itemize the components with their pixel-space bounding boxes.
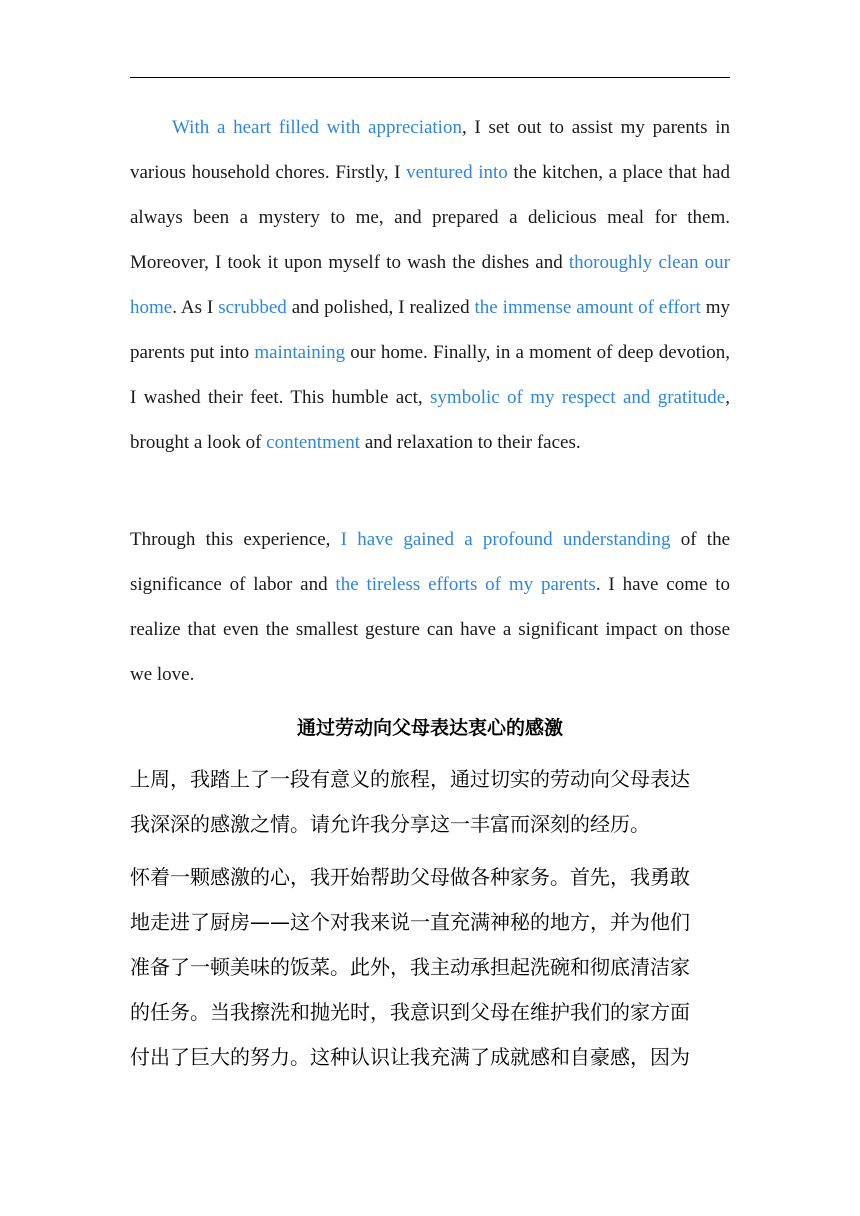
text-run: . As I	[172, 297, 219, 318]
chinese-paragraph-2	[130, 855, 730, 1080]
chinese-title: 通过劳动向父母表达衷心的感激	[296, 717, 563, 739]
chinese-line: 上周，我踏上了一段有意义的旅程，通过切实的劳动向父母表达	[130, 767, 690, 791]
text-run: the kitchen, a place that had always been a mystery to me, and prepared a delicious meal for them. Moreover, I took it upon myself to wash the dishes and	[130, 162, 730, 273]
text-run: , brought a look of	[130, 387, 730, 453]
text-run: of the significance of labor and	[130, 529, 731, 595]
english-paragraph-2	[130, 517, 730, 697]
header-rule	[130, 77, 730, 78]
highlighted-phrase: the tireless efforts of my parents	[335, 574, 596, 595]
text-run: , I set out to assist my parents in various household chores. Firstly, I	[130, 117, 730, 183]
highlighted-phrase: scrubbed	[218, 297, 287, 318]
chinese-line: 付出了巨大的努力。这种认识让我充满了成就感和自豪感，因为	[130, 1045, 690, 1069]
highlighted-phrase: With a heart filled with appreciation	[172, 117, 462, 138]
text-run: and polished, I realized	[286, 297, 475, 318]
chinese-paragraph-1	[130, 757, 730, 847]
text-run: my parents put into	[130, 297, 731, 363]
highlighted-phrase: ventured into	[406, 162, 508, 183]
chinese-line: 的任务。当我擦洗和抛光时，我意识到父母在维护我们的家方面	[130, 1000, 690, 1024]
highlighted-phrase: I have gained a profound understanding	[340, 529, 671, 550]
highlighted-phrase: maintaining	[254, 342, 346, 363]
highlighted-phrase: thoroughly clean our home	[130, 252, 730, 318]
chinese-line: 准备了一顿美味的饭菜。此外，我主动承担起洗碗和彻底清洁家	[130, 955, 690, 979]
text-run: and relaxation to their faces.	[360, 432, 581, 453]
highlighted-phrase: symbolic of my respect and gratitude	[430, 387, 726, 408]
text-run: our home. Finally, in a moment of deep devotion, I washed their feet. This humble act,	[130, 342, 731, 408]
english-paragraph-1	[130, 105, 730, 465]
text-run: Through this experience,	[130, 529, 341, 550]
text-run: . I have come to realize that even the smallest gesture can have a significant impact on those we love.	[130, 574, 731, 685]
highlighted-phrase: contentment	[266, 432, 361, 453]
chinese-line: 地走进了厨房——这个对我来说一直充满神秘的地方，并为他们	[130, 910, 690, 934]
chinese-line: 我深深的感激之情。请允许我分享这一丰富而深刻的经历。	[130, 812, 650, 836]
chinese-line: 怀着一颗感激的心，我开始帮助父母做各种家务。首先，我勇敢	[130, 865, 690, 889]
highlighted-phrase: the immense amount of effort	[474, 297, 701, 318]
